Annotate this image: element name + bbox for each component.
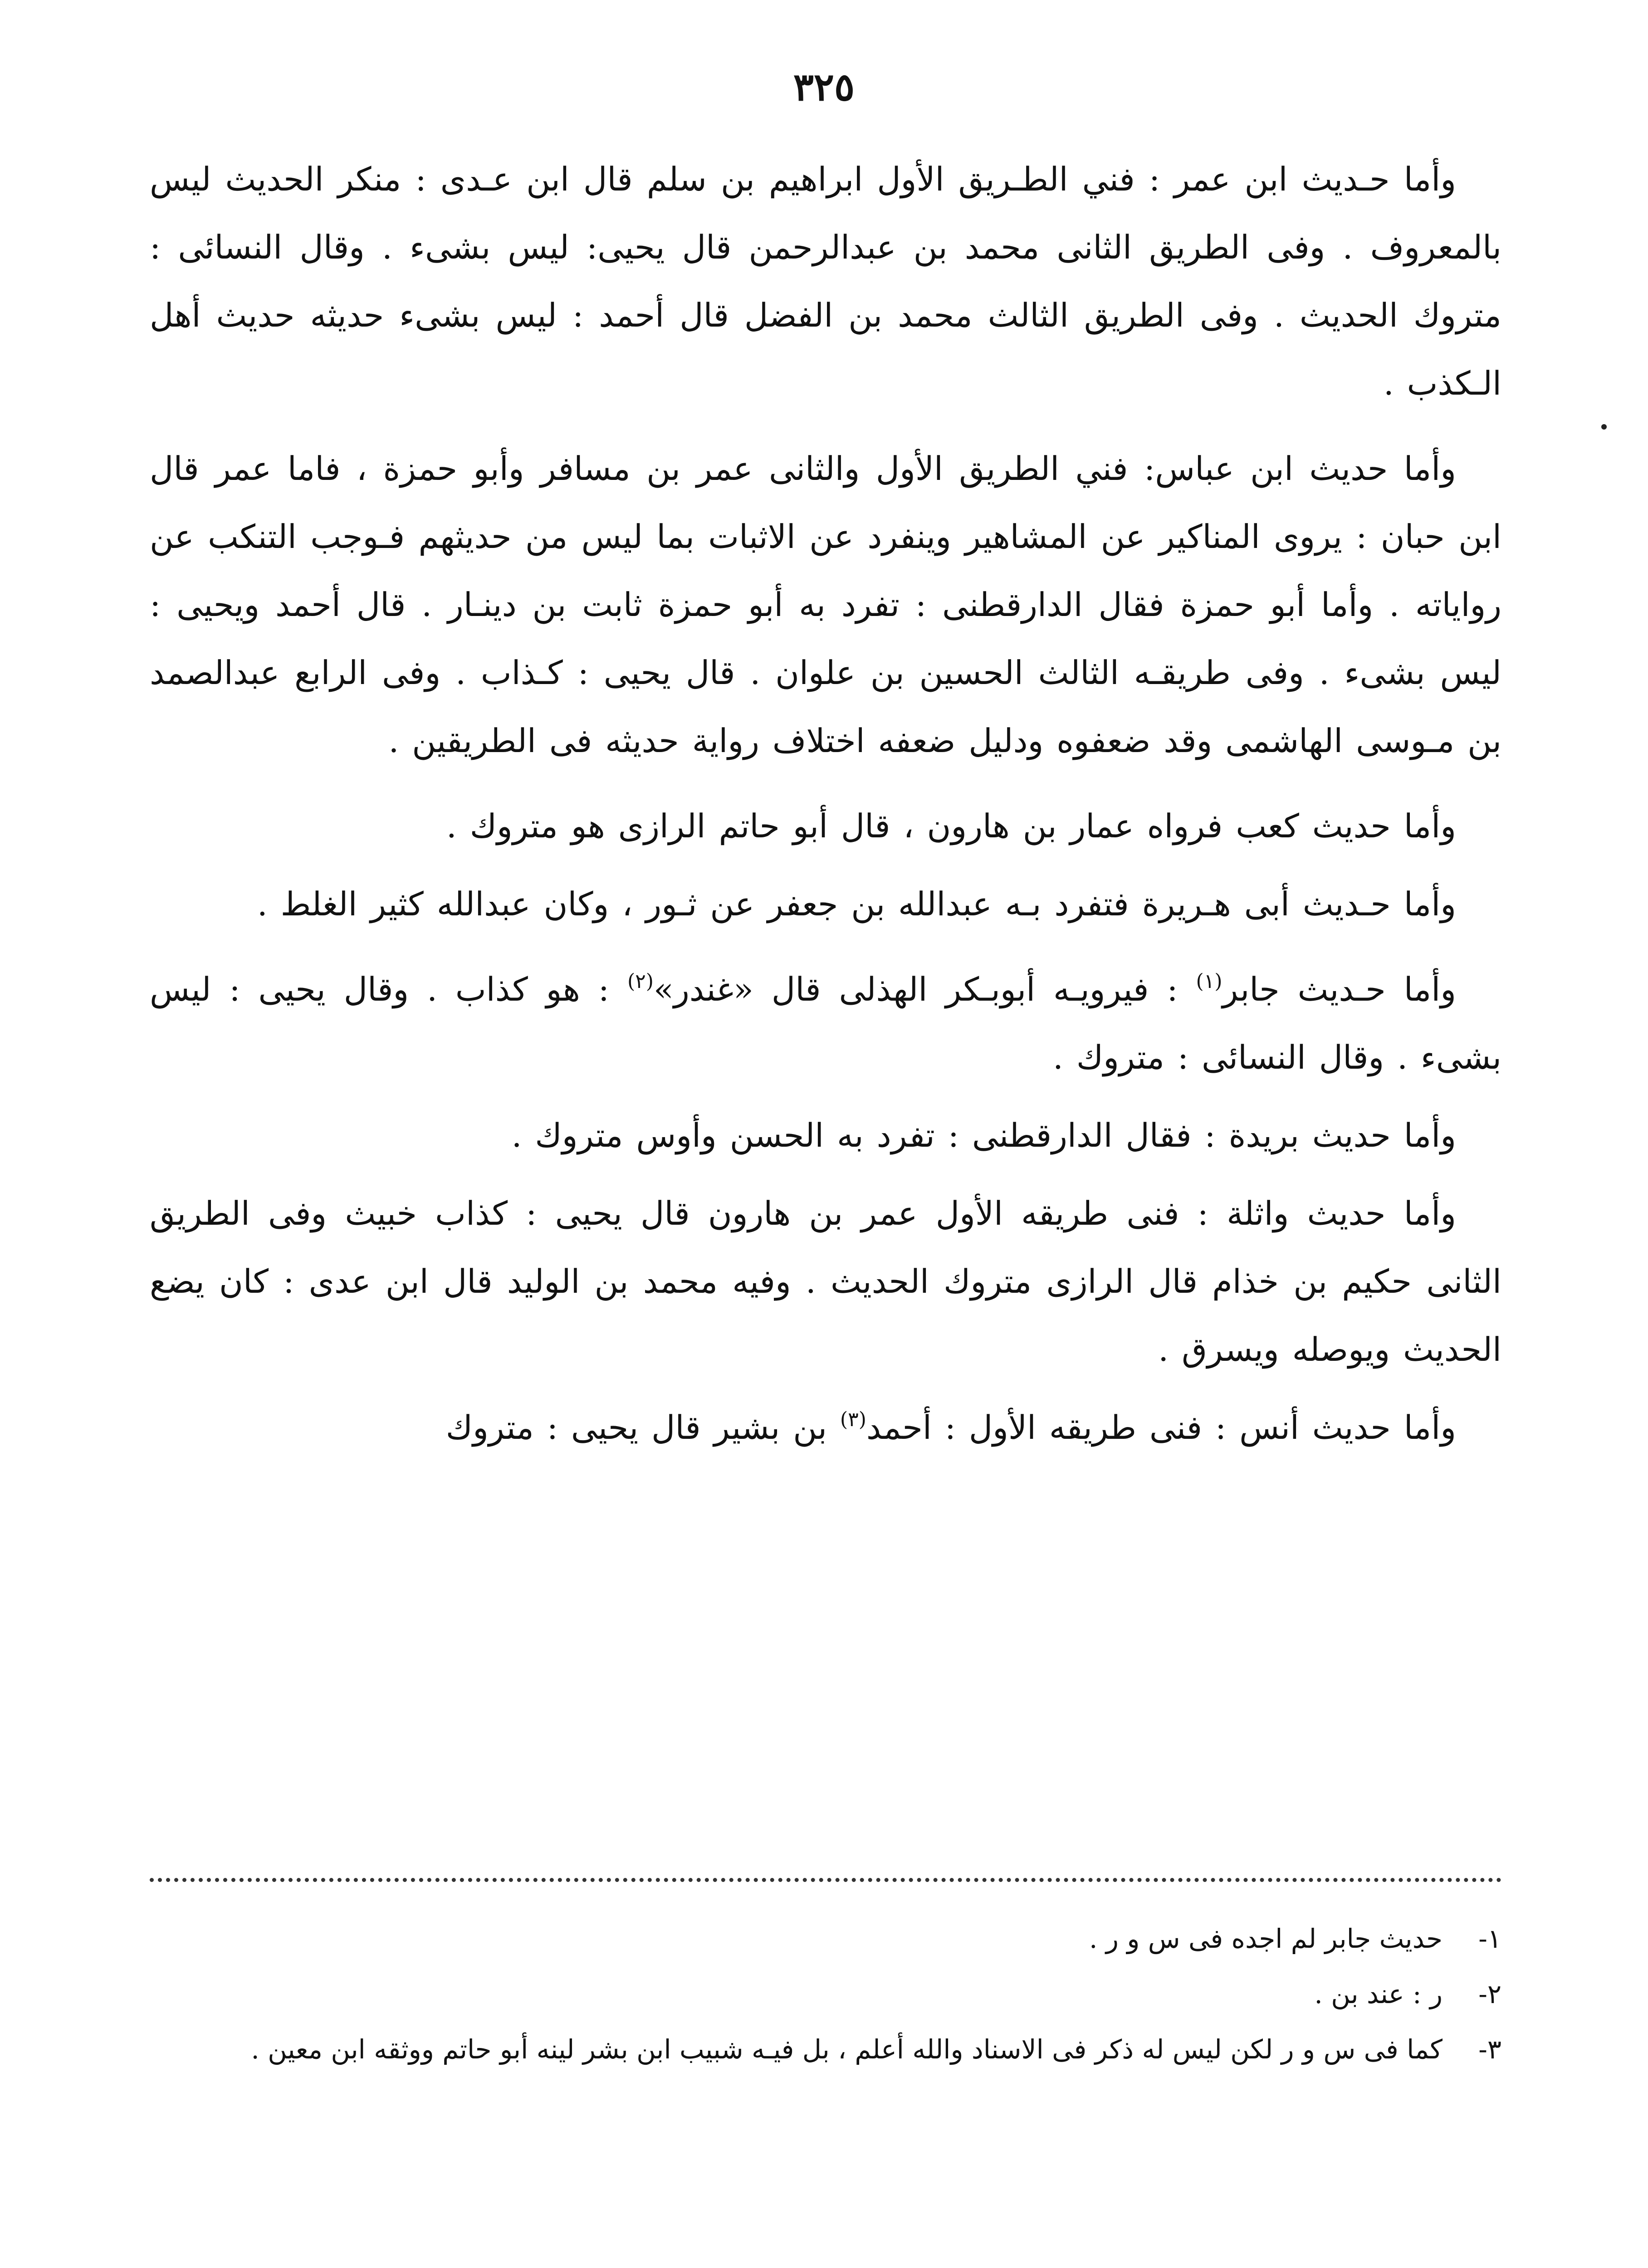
footnote-divider: [150, 1878, 1501, 1882]
paragraph-jabir-text-middle: : فيرويـه أبوبـكر الهذلى قال «غندر»: [653, 970, 1196, 1008]
footnote-2: [150, 1970, 1501, 2019]
footnote-ref-3: (٣): [840, 1408, 866, 1431]
paragraph-anas: [150, 1393, 1501, 1461]
footnote-ref-1: (١): [1196, 970, 1223, 993]
footnote-text: ر : عند بن .: [1314, 1979, 1443, 2009]
footnote-number: ٣-: [1478, 2034, 1501, 2065]
footnote-text: حديث جابر لم اجده فى س و ر .: [1089, 1923, 1443, 1954]
paragraph-burayda: وأما حديث بريدة : فقال الدارقطنى : تفرد به الحسن وأوس متروك .: [511, 1116, 1456, 1154]
paragraph-ibn-abbas: وأما حديث ابن عباس: فني الطريق الأول والثانى عمر بن مسافر وأبو حمزة ، فاما عمر قال ابن حبان : يروى المناكير عن المشاهير وينفرد عن الاثبات بما ليس من حديثهم فـوجب التنكب عن رواياته . وأما أبو حمزة فقال الدارقطنى : تفرد به أبو حمزة ثابت بن دينـار . قال أحمد ويحيى : ليس بشىء . وفى طريقـه الثالث الحسين بن علوان . قال يحيى : كـذاب . وفى الرابع عبدالصمد بن مـوسى الهاشمى وقد ضعفوه ودليل ضعفه اختلاف رواية حديثه فى الطريقين .: [150, 450, 1502, 760]
paragraph-ibn-umar: وأما حـديث ابن عمر : فني الطـريق الأول ابراهيم بن سلم قال ابن عـدى : منكر الحديث ليس بالمعروف . وفى الطريق الثانى محمد بن عبدالرحمن قال يحيى: ليس بشىء . وقال النسائى : متروك الحديث . وفى الطريق الثالث محمد بن الفضل قال أحمد : ليس بشىء حديثه حديث أهل الـكذب .: [150, 160, 1501, 402]
footnotes: [150, 1914, 1501, 2080]
main-text: [150, 145, 1501, 1479]
footnote-text: كما فى س و ر لكن ليس له ذكر فى الاسناد والله أعلم ، بل فيـه شبيب ابن بشر لينه أبو حاتم ووثقه ابن معين .: [251, 2034, 1443, 2065]
paragraph-jabir-text-start: وأما حـديث جابر: [1222, 970, 1456, 1008]
paragraph-kaab: وأما حديث كعب فرواه عمار بن هارون ، قال أبو حاتم الرازى هو متروك .: [446, 807, 1456, 845]
paragraph-jabir-text-end: : هو كذاب . وقال يحيى : ليس بشىء . وقال النسائى : متروك .: [150, 970, 1501, 1076]
page-number: ٣٢٥: [793, 64, 855, 109]
footnote-number: ٢-: [1478, 1979, 1501, 2009]
footnote-number: ١-: [1478, 1923, 1501, 1954]
paragraph-jabir: [150, 955, 1501, 1091]
footnote-1: [150, 1914, 1501, 1963]
paragraph-abu-hurayra: وأما حـديث أبى هـريرة فتفرد بـه عبدالله بن جعفر عن ثـور ، وكان عبدالله كثير الغلط .: [257, 885, 1456, 923]
paragraph-wathila: وأما حديث واثلة : فنى طريقه الأول عمر بن هارون قال يحيى : كذاب خبيث وفى الطريق الثانى حكيم بن خذام قال الرازى متروك الحديث . وفيه محمد بن الوليد قال ابن عدى : كان يضع الحديث ويوصله ويسرق .: [150, 1194, 1501, 1369]
footnote-ref-2: (٢): [627, 970, 654, 993]
paragraph-anas-text-end: بن بشير قال يحيى : متروك: [445, 1408, 840, 1447]
paragraph-anas-text-start: وأما حديث أنس : فنى طريقه الأول : أحمد: [866, 1408, 1456, 1447]
footnote-3: [150, 2025, 1501, 2074]
margin-dot-mark: [1601, 424, 1607, 430]
